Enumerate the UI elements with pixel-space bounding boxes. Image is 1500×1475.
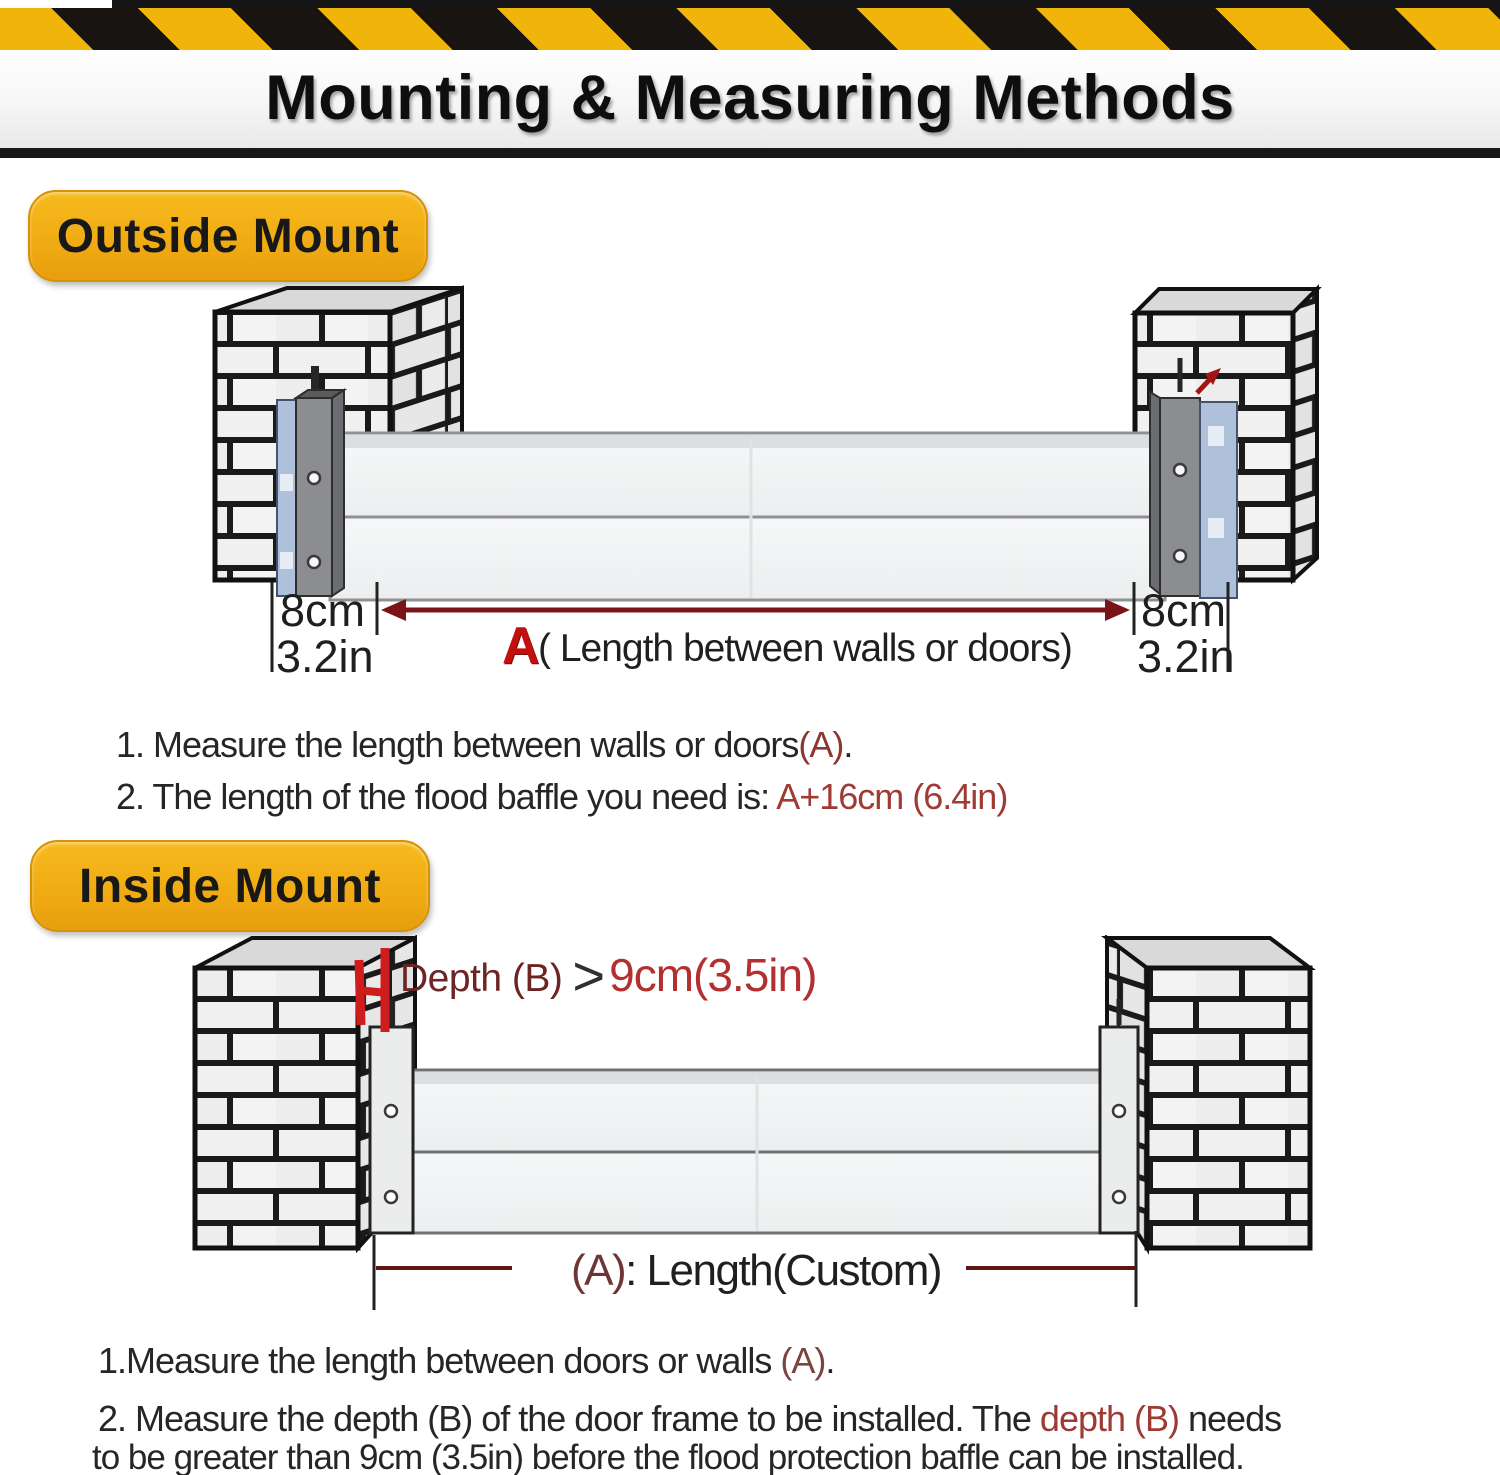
inside-step-2-wrap: to be greater than 9cm (3.5in) before the flood protection baffle can be installed. [92,1438,1244,1475]
length-A-arrow [381,599,1130,621]
outside-step-1-period: . [843,724,853,765]
inside-step-2-tail: needs [1179,1398,1282,1439]
outside-step-2-text: 2. The length of the flood baffle you need is: [116,776,777,817]
left-mounting-channel [370,999,413,1233]
right-offset-in: 3.2in [1137,631,1235,682]
flood-barrier-boards [400,1070,1110,1233]
outside-step-2 [116,774,1007,819]
inside-step-1 [98,1338,834,1383]
left-offset-in: 3.2in [276,631,374,682]
dimension-letter-A: A [502,617,540,675]
flood-barrier-boards [330,433,1165,600]
inside-step-1-period: . [825,1340,835,1381]
left-mounting-channel [277,366,344,596]
inside-step-1-highlight: (A) [780,1340,826,1381]
inside-mount-badge: Inside Mount [30,840,430,932]
left-offset-cm: 8cm [280,585,366,636]
length-custom-text: : Length(Custom) [625,1246,942,1295]
depth-annotation [400,944,817,1007]
length-custom-A: (A) [570,1246,626,1295]
outside-step-1-highlight: (A) [798,724,844,765]
outside-step-1-text: 1. Measure the length between walls or doors [116,724,799,765]
inside-step-2-text: 2. Measure the depth (B) of the door frame to be installed. The [98,1398,1040,1439]
inside-step-1-text: 1.Measure the length between doors or walls [98,1340,781,1381]
right-offset-cm: 8cm [1141,585,1227,636]
depth-value: 9cm(3.5in) [609,949,817,1001]
right-mounting-channel [1100,999,1138,1233]
length-custom-label [376,1246,1136,1296]
outside-step-2-highlight: A+16cm (6.4in) [776,776,1008,817]
hazard-stripe-banner [0,8,1500,50]
depth-label: Depth (B) [400,957,563,1000]
greater-than-symbol: > [572,944,606,1007]
inside-step-2-highlight: depth (B) [1039,1398,1179,1439]
header-divider-bar [0,148,1500,158]
length-between-walls-label: ( Length between walls or doors) [538,627,1072,670]
outside-mount-badge: Outside Mount [28,190,428,282]
inside-step-2 [98,1396,1281,1441]
page-title: Mounting & Measuring Methods [265,63,1235,133]
outside-step-1 [116,722,852,767]
